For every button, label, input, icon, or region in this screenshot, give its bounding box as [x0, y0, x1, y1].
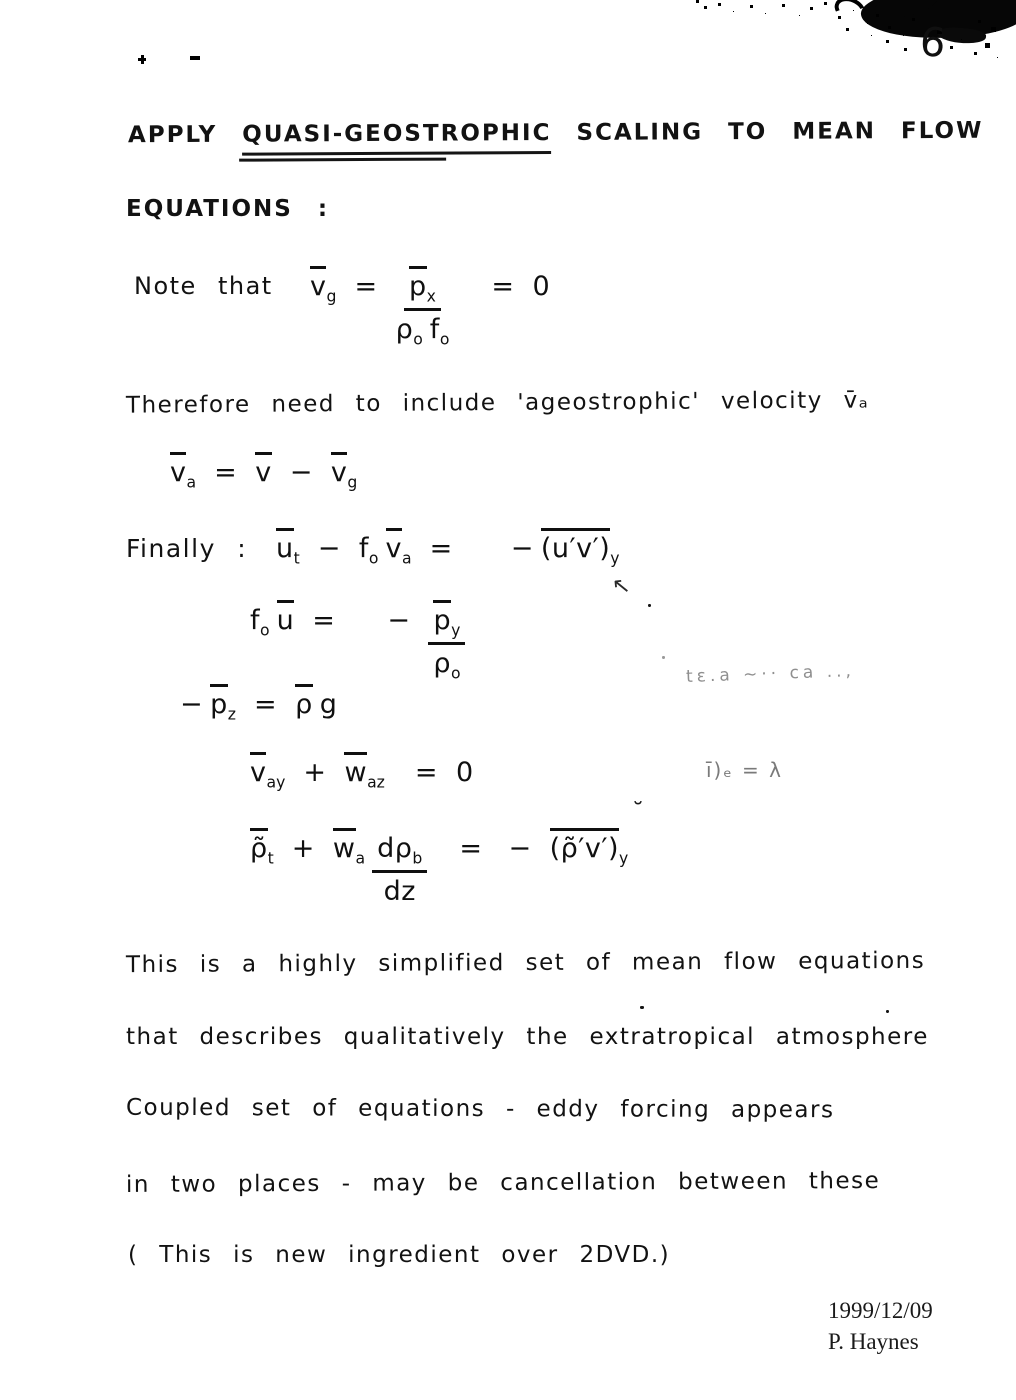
paragraph: Coupled set of equations - eddy forcing appears — [125, 1094, 835, 1124]
footer — [828, 1295, 933, 1357]
title-word-quasi-geostrophic: QUASI-GEOSTROPHIC — [242, 120, 551, 156]
note-label: Note that — [134, 272, 273, 300]
geostrophic-balance-equation: $f_o$ u = − $\frac{p_y}{\rho_o}$ — [250, 600, 483, 683]
check-mark-annotation: ˘ — [632, 798, 644, 826]
title-rest: SCALING TO MEAN FLOW — [576, 117, 984, 146]
up-left-arrow-annotation: ↖ — [610, 573, 632, 600]
ink-dots — [696, 0, 699, 3]
momentum-equation: $u_t$ − $f_o$ $v_a$ = − $(u'v')_y$ — [276, 528, 620, 567]
paragraph: This is a highly simplified set of mean flow equations — [125, 947, 926, 979]
ink-speck — [138, 58, 146, 61]
thermodynamic-equation: $\rhõ_t$ + $w_a$ $\frac{d\rho_b}{dz}$ = − $(\rhõ'v')_y$ — [250, 828, 628, 907]
footer-date: 1999/12/09 — [828, 1298, 933, 1323]
therefore-line: Therefore need to include 'ageostrophic' velocity v̄ₐ — [125, 387, 870, 419]
finally-label: Finally : — [126, 534, 248, 563]
ink-speck — [886, 1010, 889, 1013]
faint-pencil-annotation: ī)ₑ = λ — [706, 758, 784, 782]
title-line-2: EQUATIONS : — [126, 196, 330, 222]
ink-speck — [648, 604, 651, 607]
ink-speck — [640, 1006, 644, 1009]
scan-noise-smudge — [696, 0, 1016, 70]
paragraph: ( This is new ingredient over 2DVD.) — [128, 1242, 671, 1268]
ink-curl — [831, 0, 870, 27]
ink-speck — [190, 56, 200, 60]
footer-author: P. Haynes — [828, 1329, 919, 1354]
ink-speck — [662, 656, 665, 659]
geostrophic-v-equation: $v_g$ = $p_x$ $\rho_o$ $f_o$ = 0 — [310, 266, 550, 349]
continuity-equation: $v_{ay}$ + $w_{az}$ = 0 — [250, 752, 474, 791]
paragraph: that describes qualitatively the extratropical atmosphere — [126, 1024, 929, 1050]
paragraph: in two places - may be cancellation between these — [125, 1168, 881, 1198]
page-number: 6 — [918, 18, 948, 68]
faint-pencil-annotation: tε.a ~·· ca .., — [685, 661, 856, 687]
ageostrophic-velocity-equation: $v_a$ = v − $v_g$ — [170, 452, 357, 491]
hydrostatic-equation: − $p_z$ = ρ g — [180, 684, 337, 723]
title-word-apply: APPLY — [127, 121, 218, 149]
title-line-1 — [128, 118, 984, 148]
